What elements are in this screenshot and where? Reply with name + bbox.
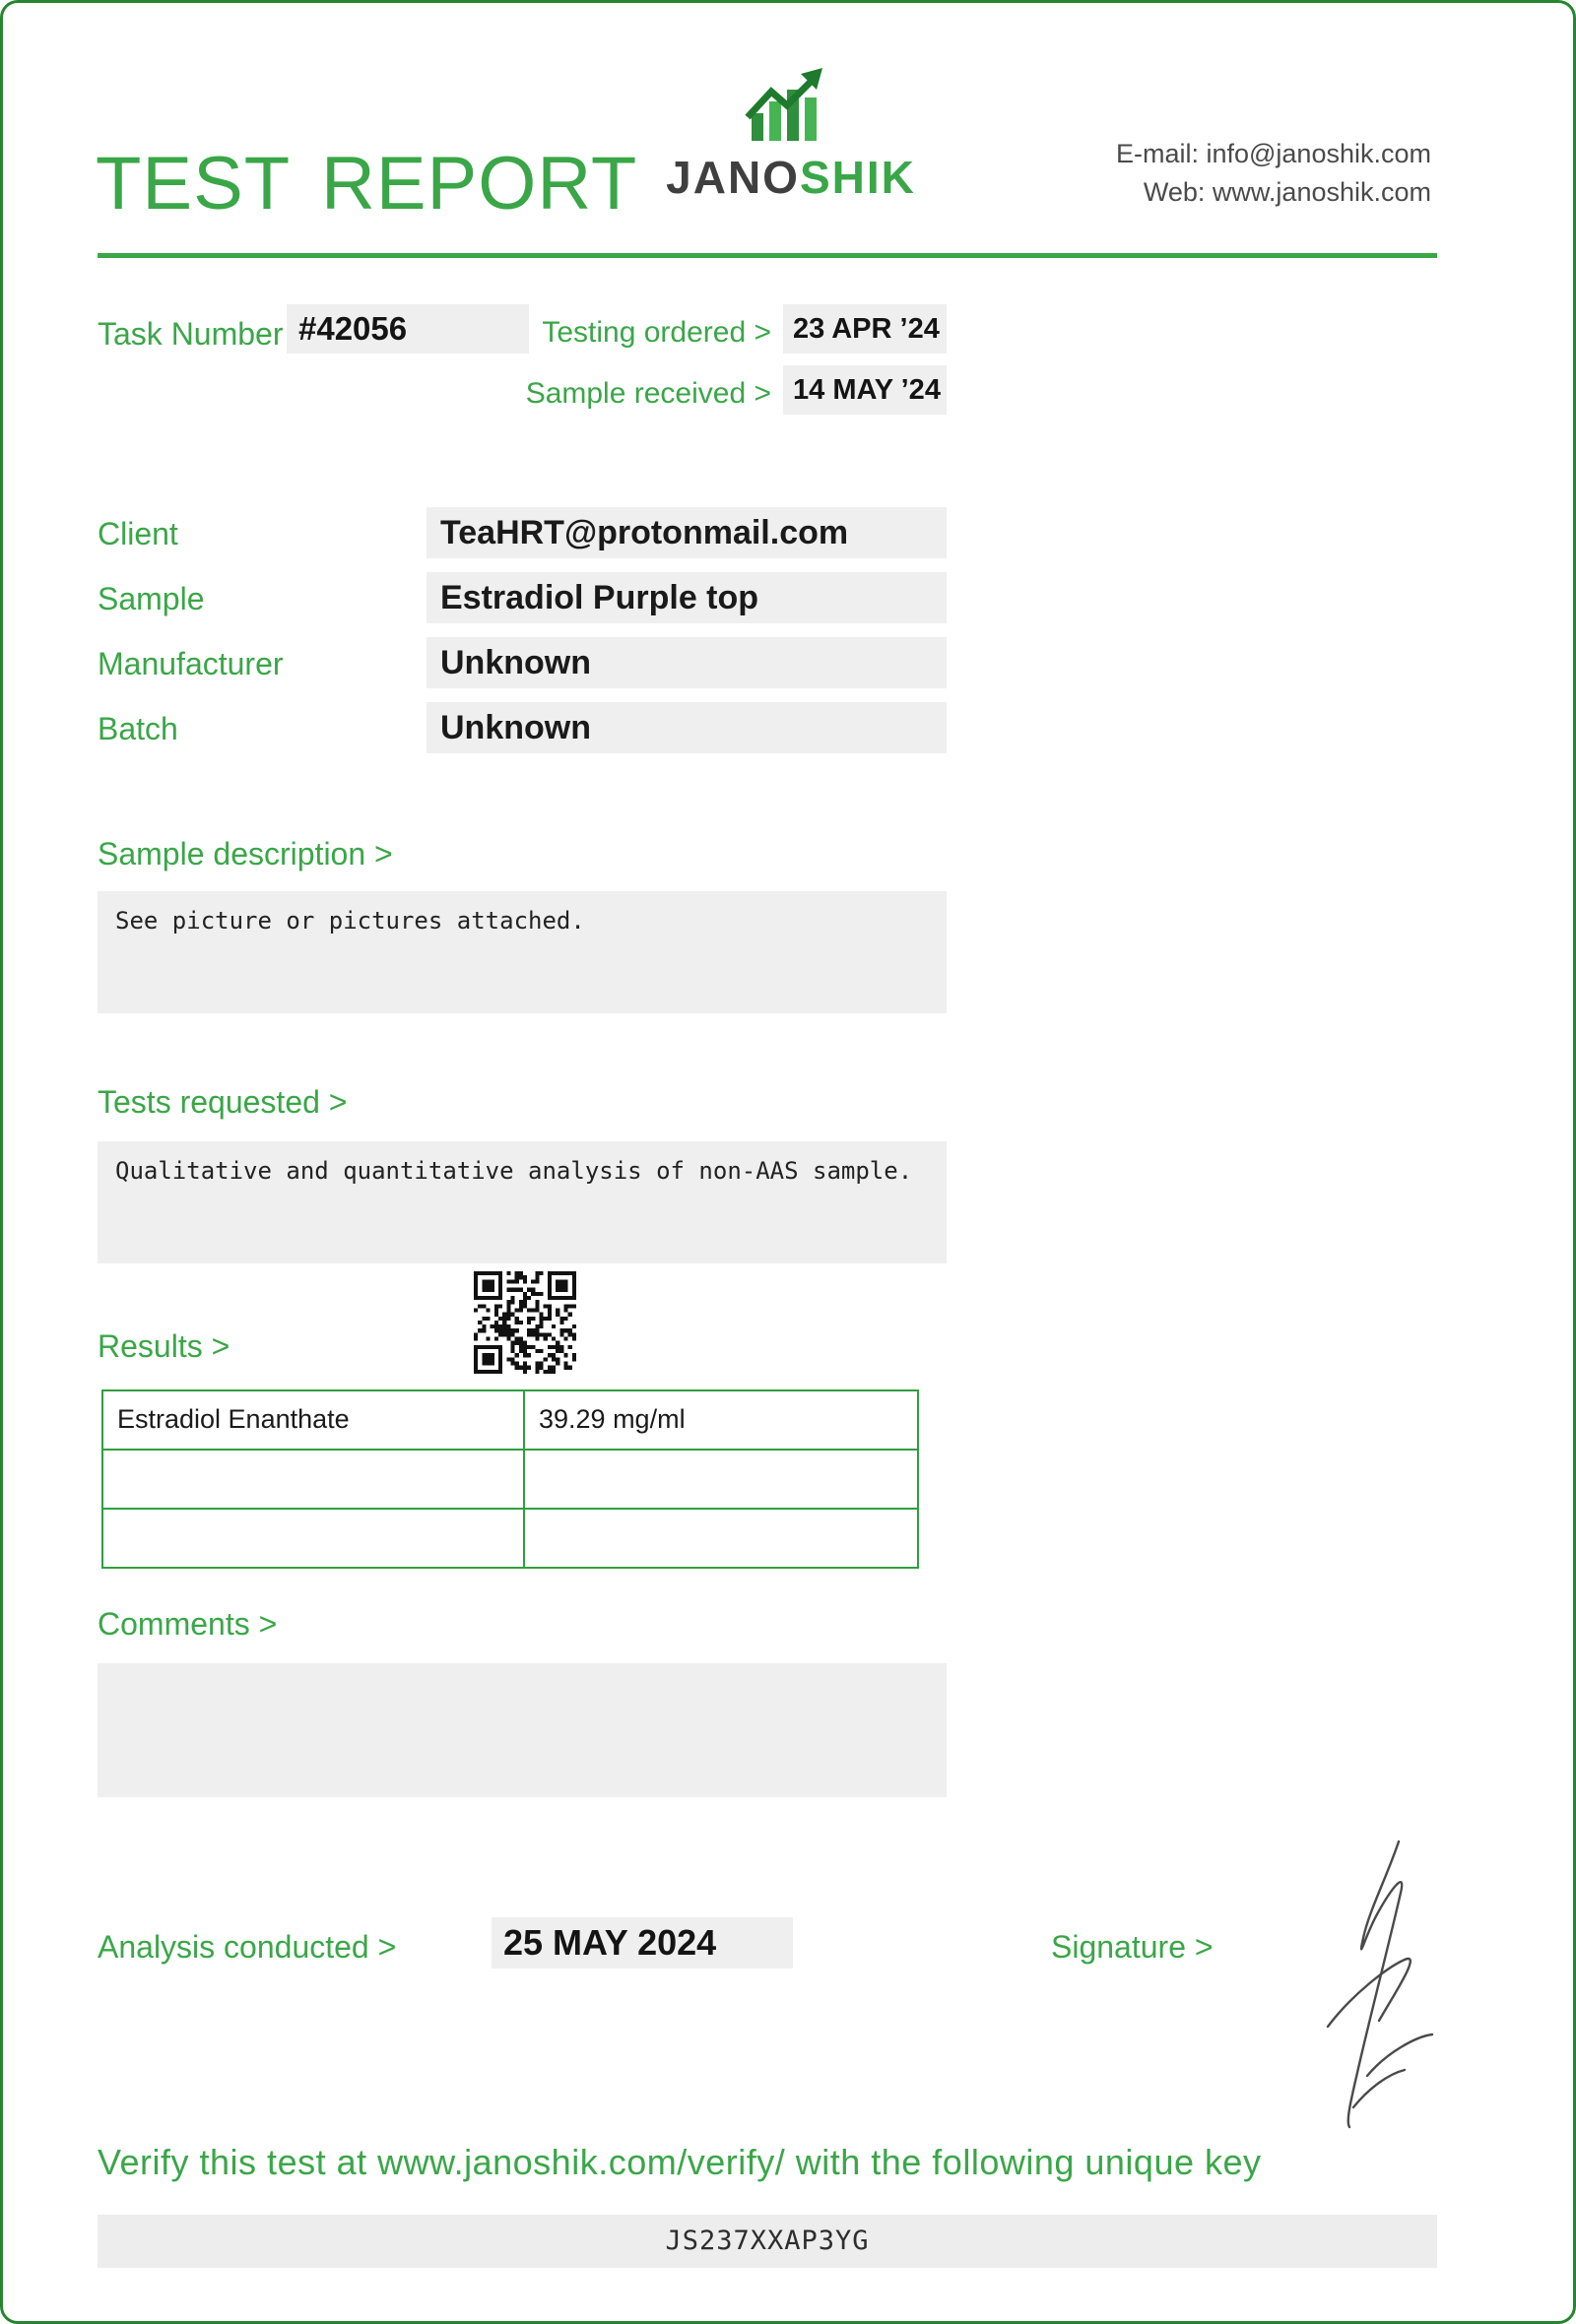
testing-ordered-value: 23 APR ’24 — [783, 304, 947, 354]
logo-chart-icon — [744, 66, 830, 145]
results-table-row — [103, 1449, 917, 1508]
verify-key: JS237XXAP3YG — [98, 2215, 1437, 2268]
analysis-conducted-label: Analysis conducted > — [98, 1929, 397, 1965]
result-value — [525, 1510, 917, 1567]
header-divider — [98, 253, 1437, 258]
logo-text-dark: JANO — [666, 152, 800, 203]
client-label: Client — [98, 516, 178, 551]
sample-received-value: 14 MAY ’24 — [783, 365, 947, 415]
logo-text-green: SHIK — [799, 152, 916, 203]
result-value: 39.29 mg/ml — [539, 1404, 686, 1434]
qr-code — [474, 1271, 576, 1374]
result-substance: Estradiol Enanthate — [103, 1391, 525, 1449]
comments-heading: Comments > — [98, 1606, 278, 1642]
results-table-row — [103, 1391, 917, 1449]
signature-label: Signature > — [1051, 1929, 1214, 1965]
verify-instruction: Verify this test at www.janoshik.com/verify/ with the following unique key — [98, 2142, 1262, 2182]
result-value — [525, 1451, 917, 1508]
tests-requested-box: Qualitative and quantitative analysis of non-AAS sample. — [98, 1141, 947, 1263]
contact-web-line: Web: www.janoshik.com — [1143, 177, 1431, 207]
results-heading: Results > — [98, 1328, 230, 1364]
report-title: TEST REPORT — [96, 142, 638, 226]
signature-image — [1269, 1820, 1466, 2145]
comments-box — [98, 1663, 947, 1797]
detail-row-sample — [98, 572, 947, 623]
sample-received-label: Sample received > — [525, 377, 771, 410]
sample-description-box: See picture or pictures attached. — [98, 891, 947, 1013]
results-table-row — [103, 1508, 917, 1567]
analysis-conducted-value: 25 MAY 2024 — [492, 1917, 793, 1969]
sample-value: Estradiol Purple top — [427, 572, 947, 623]
contact-email-line: E-mail: info@janoshik.com — [1115, 139, 1431, 168]
batch-value: Unknown — [427, 702, 947, 753]
tests-requested-heading: Tests requested > — [98, 1084, 348, 1120]
results-table — [101, 1389, 919, 1569]
result-substance — [103, 1510, 525, 1567]
detail-row-batch — [98, 702, 947, 753]
detail-row-client — [98, 507, 947, 558]
detail-row-manufacturer — [98, 637, 947, 688]
manufacturer-value: Unknown — [427, 637, 947, 688]
sample-label: Sample — [98, 581, 205, 616]
result-substance — [103, 1451, 525, 1508]
task-number-value: #42056 — [287, 304, 529, 354]
manufacturer-label: Manufacturer — [98, 646, 284, 681]
task-number-label: Task Number — [98, 316, 284, 352]
batch-label: Batch — [98, 711, 178, 746]
sample-description-heading: Sample description > — [98, 836, 393, 872]
client-value: TeaHRT@protonmail.com — [427, 507, 947, 558]
logo-wordmark — [594, 151, 988, 204]
contact-info — [1116, 135, 1431, 212]
testing-ordered-label: Testing ordered > — [542, 316, 771, 349]
